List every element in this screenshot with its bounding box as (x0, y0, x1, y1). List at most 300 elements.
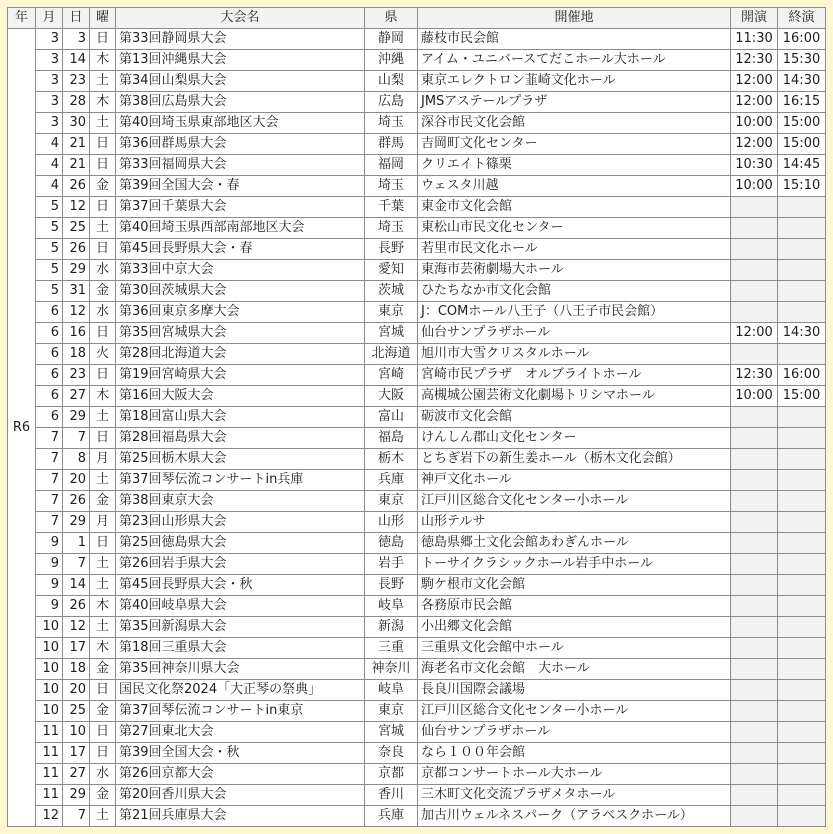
open-time-cell (731, 659, 778, 680)
open-time-cell (731, 638, 778, 659)
table-row (8, 659, 826, 680)
event-name-cell: 第18回富山県大会 (116, 407, 365, 428)
day-cell: 26 (63, 491, 90, 512)
month-cell: 6 (36, 323, 63, 344)
close-time-cell (778, 680, 826, 701)
weekday-cell: 水 (90, 302, 116, 323)
event-name-cell: 第36回東京多摩大会 (116, 302, 365, 323)
close-time-cell (778, 407, 826, 428)
prefecture-cell: 千葉 (365, 197, 418, 218)
day-cell: 29 (63, 407, 90, 428)
day-cell: 26 (63, 239, 90, 260)
prefecture-cell: 三重 (365, 638, 418, 659)
close-time-cell (778, 554, 826, 575)
open-time-cell (731, 470, 778, 491)
venue-cell: 宮崎市民プラザ オルブライトホール (418, 365, 731, 386)
close-time-cell: 16:00 (778, 29, 826, 50)
venue-cell: 深谷市民文化会館 (418, 113, 731, 134)
venue-cell: 加古川ウェルネスパーク（アラベスクホール） (418, 806, 731, 827)
venue-cell: 東松山市民文化センター (418, 218, 731, 239)
close-time-cell: 16:15 (778, 92, 826, 113)
close-time-cell: 15:00 (778, 134, 826, 155)
event-name-cell: 第13回沖縄県大会 (116, 50, 365, 71)
month-cell: 7 (36, 512, 63, 533)
weekday-cell: 土 (90, 71, 116, 92)
table-row (8, 197, 826, 218)
open-time-cell (731, 743, 778, 764)
event-name-cell: 第40回岐阜県大会 (116, 596, 365, 617)
table-row (8, 302, 826, 323)
month-cell: 5 (36, 197, 63, 218)
month-cell: 7 (36, 449, 63, 470)
venue-cell: 仙台サンプラザホール (418, 722, 731, 743)
day-cell: 21 (63, 155, 90, 176)
day-cell: 8 (63, 449, 90, 470)
weekday-cell: 土 (90, 407, 116, 428)
open-time-cell (731, 764, 778, 785)
open-time-cell (731, 806, 778, 827)
event-name-cell: 第21回兵庫県大会 (116, 806, 365, 827)
weekday-cell: 土 (90, 806, 116, 827)
open-time-cell (731, 680, 778, 701)
table-row (8, 71, 826, 92)
close-time-cell (778, 596, 826, 617)
venue-cell: 駒ケ根市文化会館 (418, 575, 731, 596)
event-name-cell: 第19回宮崎県大会 (116, 365, 365, 386)
weekday-cell: 月 (90, 449, 116, 470)
day-cell: 25 (63, 218, 90, 239)
day-cell: 28 (63, 92, 90, 113)
weekday-cell: 日 (90, 197, 116, 218)
day-cell: 17 (63, 638, 90, 659)
weekday-cell: 木 (90, 596, 116, 617)
event-name-cell: 第25回栃木県大会 (116, 449, 365, 470)
open-time-cell: 12:00 (731, 92, 778, 113)
close-time-cell (778, 218, 826, 239)
weekday-cell: 水 (90, 764, 116, 785)
open-time-cell (731, 722, 778, 743)
table-row (8, 407, 826, 428)
venue-cell: 藤枝市民会館 (418, 29, 731, 50)
venue-cell: 京都コンサートホール大ホール (418, 764, 731, 785)
header-year: 年 (8, 8, 36, 29)
prefecture-cell: 愛知 (365, 260, 418, 281)
month-cell: 10 (36, 701, 63, 722)
month-cell: 3 (36, 50, 63, 71)
close-time-cell (778, 575, 826, 596)
event-name-cell: 第40回埼玉県東部地区大会 (116, 113, 365, 134)
month-cell: 11 (36, 764, 63, 785)
close-time-cell (778, 764, 826, 785)
close-time-cell (778, 722, 826, 743)
open-time-cell (731, 596, 778, 617)
open-time-cell (731, 218, 778, 239)
month-cell: 7 (36, 470, 63, 491)
day-cell: 7 (63, 554, 90, 575)
day-cell: 23 (63, 365, 90, 386)
venue-cell: 江戸川区総合文化センター小ホール (418, 491, 731, 512)
venue-cell: 各務原市民会館 (418, 596, 731, 617)
weekday-cell: 木 (90, 386, 116, 407)
venue-cell: なら１００年会館 (418, 743, 731, 764)
open-time-cell (731, 260, 778, 281)
day-cell: 25 (63, 701, 90, 722)
month-cell: 6 (36, 386, 63, 407)
month-cell: 5 (36, 281, 63, 302)
event-name-cell: 第23回山形県大会 (116, 512, 365, 533)
event-name-cell: 第18回三重県大会 (116, 638, 365, 659)
table-row (8, 428, 826, 449)
venue-cell: 東海市芸術劇場大ホール (418, 260, 731, 281)
close-time-cell (778, 491, 826, 512)
table-row (8, 575, 826, 596)
open-time-cell (731, 344, 778, 365)
venue-cell: 小出郷文化会館 (418, 617, 731, 638)
day-cell: 27 (63, 764, 90, 785)
venue-cell: 仙台サンプラザホール (418, 323, 731, 344)
weekday-cell: 日 (90, 323, 116, 344)
day-cell: 29 (63, 512, 90, 533)
weekday-cell: 金 (90, 491, 116, 512)
weekday-cell: 日 (90, 134, 116, 155)
venue-cell: JMSアステールプラザ (418, 92, 731, 113)
event-name-cell: 第38回広島県大会 (116, 92, 365, 113)
table-row (8, 449, 826, 470)
weekday-cell: 金 (90, 281, 116, 302)
open-time-cell (731, 428, 778, 449)
event-name-cell: 第39回全国大会・秋 (116, 743, 365, 764)
table-row (8, 596, 826, 617)
venue-cell: 海老名市文化会館 大ホール (418, 659, 731, 680)
day-cell: 1 (63, 533, 90, 554)
day-cell: 12 (63, 617, 90, 638)
close-time-cell (778, 344, 826, 365)
event-name-cell: 第26回京都大会 (116, 764, 365, 785)
event-name-cell: 第27回東北大会 (116, 722, 365, 743)
close-time-cell: 15:00 (778, 386, 826, 407)
weekday-cell: 土 (90, 113, 116, 134)
header-day: 日 (63, 8, 90, 29)
table-row (8, 638, 826, 659)
day-cell: 21 (63, 134, 90, 155)
header-close-time: 終演 (778, 8, 826, 29)
day-cell: 29 (63, 260, 90, 281)
weekday-cell: 日 (90, 428, 116, 449)
prefecture-cell: 茨城 (365, 281, 418, 302)
header-weekday: 曜 (90, 8, 116, 29)
table-row (8, 722, 826, 743)
day-cell: 31 (63, 281, 90, 302)
venue-cell: J：COMホール八王子（八王子市民会館） (418, 302, 731, 323)
venue-cell: アイム・ユニバースてだこホール大ホール (418, 50, 731, 71)
prefecture-cell: 兵庫 (365, 806, 418, 827)
header-event-name: 大会名 (116, 8, 365, 29)
event-name-cell: 第26回岩手県大会 (116, 554, 365, 575)
open-time-cell: 11:30 (731, 29, 778, 50)
open-time-cell: 12:00 (731, 71, 778, 92)
weekday-cell: 土 (90, 554, 116, 575)
event-name-cell: 第37回琴伝流コンサートin兵庫 (116, 470, 365, 491)
prefecture-cell: 宮城 (365, 722, 418, 743)
table-row (8, 785, 826, 806)
open-time-cell (731, 512, 778, 533)
month-cell: 9 (36, 575, 63, 596)
venue-cell: けんしん郡山文化センター (418, 428, 731, 449)
close-time-cell: 14:30 (778, 323, 826, 344)
table-row (8, 512, 826, 533)
event-name-cell: 国民文化祭2024「大正琴の祭典」 (116, 680, 365, 701)
table-row (8, 806, 826, 827)
close-time-cell (778, 533, 826, 554)
open-time-cell (731, 617, 778, 638)
prefecture-cell: 福岡 (365, 155, 418, 176)
month-cell: 10 (36, 680, 63, 701)
prefecture-cell: 群馬 (365, 134, 418, 155)
weekday-cell: 土 (90, 470, 116, 491)
venue-cell: とちぎ岩下の新生姜ホール（栃木文化会館） (418, 449, 731, 470)
weekday-cell: 木 (90, 638, 116, 659)
close-time-cell (778, 260, 826, 281)
day-cell: 27 (63, 386, 90, 407)
prefecture-cell: 福島 (365, 428, 418, 449)
day-cell: 7 (63, 806, 90, 827)
event-name-cell: 第28回福島県大会 (116, 428, 365, 449)
venue-cell: トーサイクラシックホール岩手中ホール (418, 554, 731, 575)
venue-cell: 東金市文化会館 (418, 197, 731, 218)
prefecture-cell: 山梨 (365, 71, 418, 92)
prefecture-cell: 徳島 (365, 533, 418, 554)
close-time-cell (778, 428, 826, 449)
event-name-cell: 第37回琴伝流コンサートin東京 (116, 701, 365, 722)
day-cell: 20 (63, 680, 90, 701)
table-row (8, 533, 826, 554)
open-time-cell (731, 239, 778, 260)
table-row (8, 92, 826, 113)
open-time-cell: 10:00 (731, 113, 778, 134)
close-time-cell (778, 470, 826, 491)
event-name-cell: 第45回長野県大会・春 (116, 239, 365, 260)
event-name-cell: 第45回長野県大会・秋 (116, 575, 365, 596)
weekday-cell: 日 (90, 29, 116, 50)
month-cell: 6 (36, 365, 63, 386)
venue-cell: 山形テルサ (418, 512, 731, 533)
month-cell: 4 (36, 176, 63, 197)
table-row (8, 239, 826, 260)
event-name-cell: 第33回静岡県大会 (116, 29, 365, 50)
open-time-cell (731, 281, 778, 302)
prefecture-cell: 東京 (365, 491, 418, 512)
month-cell: 4 (36, 155, 63, 176)
day-cell: 7 (63, 428, 90, 449)
prefecture-cell: 宮城 (365, 323, 418, 344)
month-cell: 4 (36, 134, 63, 155)
weekday-cell: 日 (90, 365, 116, 386)
day-cell: 18 (63, 344, 90, 365)
prefecture-cell: 岐阜 (365, 596, 418, 617)
day-cell: 30 (63, 113, 90, 134)
open-time-cell (731, 302, 778, 323)
month-cell: 7 (36, 428, 63, 449)
table-row (8, 365, 826, 386)
day-cell: 23 (63, 71, 90, 92)
open-time-cell: 12:30 (731, 50, 778, 71)
day-cell: 14 (63, 575, 90, 596)
day-cell: 10 (63, 722, 90, 743)
event-name-cell: 第16回大阪大会 (116, 386, 365, 407)
table-row (8, 554, 826, 575)
weekday-cell: 日 (90, 743, 116, 764)
month-cell: 11 (36, 722, 63, 743)
venue-cell: 砺波市文化会館 (418, 407, 731, 428)
venue-cell: 江戸川区総合文化センター小ホール (418, 701, 731, 722)
month-cell: 5 (36, 239, 63, 260)
table-row (8, 323, 826, 344)
table-row (8, 29, 826, 50)
month-cell: 3 (36, 29, 63, 50)
open-time-cell (731, 197, 778, 218)
prefecture-cell: 宮崎 (365, 365, 418, 386)
month-cell: 6 (36, 302, 63, 323)
prefecture-cell: 広島 (365, 92, 418, 113)
month-cell: 9 (36, 596, 63, 617)
venue-cell: クリエイト篠栗 (418, 155, 731, 176)
table-row (8, 764, 826, 785)
schedule-table (7, 7, 826, 827)
month-cell: 10 (36, 617, 63, 638)
month-cell: 11 (36, 743, 63, 764)
close-time-cell (778, 239, 826, 260)
venue-cell: 高槻城公園芸術文化劇場トリシマホール (418, 386, 731, 407)
table-row (8, 680, 826, 701)
prefecture-cell: 岩手 (365, 554, 418, 575)
month-cell: 12 (36, 806, 63, 827)
table-row (8, 386, 826, 407)
prefecture-cell: 埼玉 (365, 218, 418, 239)
prefecture-cell: 長野 (365, 239, 418, 260)
venue-cell: 若里市民文化ホール (418, 239, 731, 260)
close-time-cell: 16:00 (778, 365, 826, 386)
venue-cell: 徳島県郷土文化会館あわぎんホール (418, 533, 731, 554)
header-month: 月 (36, 8, 63, 29)
table-row (8, 743, 826, 764)
open-time-cell: 10:00 (731, 386, 778, 407)
month-cell: 9 (36, 533, 63, 554)
weekday-cell: 日 (90, 155, 116, 176)
open-time-cell (731, 533, 778, 554)
weekday-cell: 日 (90, 533, 116, 554)
prefecture-cell: 栃木 (365, 449, 418, 470)
open-time-cell (731, 575, 778, 596)
open-time-cell: 12:30 (731, 365, 778, 386)
open-time-cell: 10:00 (731, 176, 778, 197)
venue-cell: ウェスタ川越 (418, 176, 731, 197)
month-cell: 5 (36, 260, 63, 281)
month-cell: 11 (36, 785, 63, 806)
close-time-cell: 14:45 (778, 155, 826, 176)
event-name-cell: 第38回東京大会 (116, 491, 365, 512)
year-cell: R6 (8, 29, 36, 827)
event-name-cell: 第39回全国大会・春 (116, 176, 365, 197)
month-cell: 3 (36, 92, 63, 113)
event-name-cell: 第36回群馬県大会 (116, 134, 365, 155)
day-cell: 26 (63, 176, 90, 197)
weekday-cell: 土 (90, 218, 116, 239)
venue-cell: 三重県文化会館中ホール (418, 638, 731, 659)
open-time-cell: 10:30 (731, 155, 778, 176)
prefecture-cell: 北海道 (365, 344, 418, 365)
weekday-cell: 土 (90, 575, 116, 596)
event-name-cell: 第30回茨城県大会 (116, 281, 365, 302)
month-cell: 9 (36, 554, 63, 575)
venue-cell: 旭川市大雪クリスタルホール (418, 344, 731, 365)
header-prefecture: 県 (365, 8, 418, 29)
event-name-cell: 第35回宮城県大会 (116, 323, 365, 344)
table-row (8, 113, 826, 134)
close-time-cell (778, 281, 826, 302)
close-time-cell (778, 638, 826, 659)
event-name-cell: 第37回千葉県大会 (116, 197, 365, 218)
month-cell: 10 (36, 638, 63, 659)
table-row (8, 281, 826, 302)
prefecture-cell: 大阪 (365, 386, 418, 407)
open-time-cell: 12:00 (731, 134, 778, 155)
table-row (8, 50, 826, 71)
event-name-cell: 第35回新潟県大会 (116, 617, 365, 638)
month-cell: 10 (36, 659, 63, 680)
header-row (8, 8, 826, 29)
close-time-cell (778, 617, 826, 638)
weekday-cell: 日 (90, 722, 116, 743)
month-cell: 5 (36, 218, 63, 239)
event-name-cell: 第28回北海道大会 (116, 344, 365, 365)
close-time-cell (778, 449, 826, 470)
close-time-cell: 15:30 (778, 50, 826, 71)
prefecture-cell: 静岡 (365, 29, 418, 50)
open-time-cell (731, 407, 778, 428)
event-name-cell: 第20回香川県大会 (116, 785, 365, 806)
table-row (8, 491, 826, 512)
venue-cell: 三木町文化交流プラザメタホール (418, 785, 731, 806)
close-time-cell (778, 302, 826, 323)
prefecture-cell: 富山 (365, 407, 418, 428)
prefecture-cell: 長野 (365, 575, 418, 596)
event-name-cell: 第33回福岡県大会 (116, 155, 365, 176)
prefecture-cell: 兵庫 (365, 470, 418, 491)
month-cell: 7 (36, 491, 63, 512)
event-name-cell: 第35回神奈川県大会 (116, 659, 365, 680)
day-cell: 14 (63, 50, 90, 71)
table-row (8, 218, 826, 239)
table-row (8, 134, 826, 155)
event-name-cell: 第40回埼玉県西部南部地区大会 (116, 218, 365, 239)
table-row (8, 617, 826, 638)
close-time-cell (778, 701, 826, 722)
venue-cell: 吉岡町文化センター (418, 134, 731, 155)
weekday-cell: 金 (90, 701, 116, 722)
month-cell: 6 (36, 407, 63, 428)
prefecture-cell: 東京 (365, 302, 418, 323)
weekday-cell: 金 (90, 785, 116, 806)
month-cell: 3 (36, 71, 63, 92)
table-row (8, 176, 826, 197)
weekday-cell: 火 (90, 344, 116, 365)
event-name-cell: 第34回山梨県大会 (116, 71, 365, 92)
table-row (8, 701, 826, 722)
weekday-cell: 金 (90, 659, 116, 680)
venue-cell: 東京エレクトロン韮崎文化ホール (418, 71, 731, 92)
day-cell: 18 (63, 659, 90, 680)
table-row (8, 470, 826, 491)
